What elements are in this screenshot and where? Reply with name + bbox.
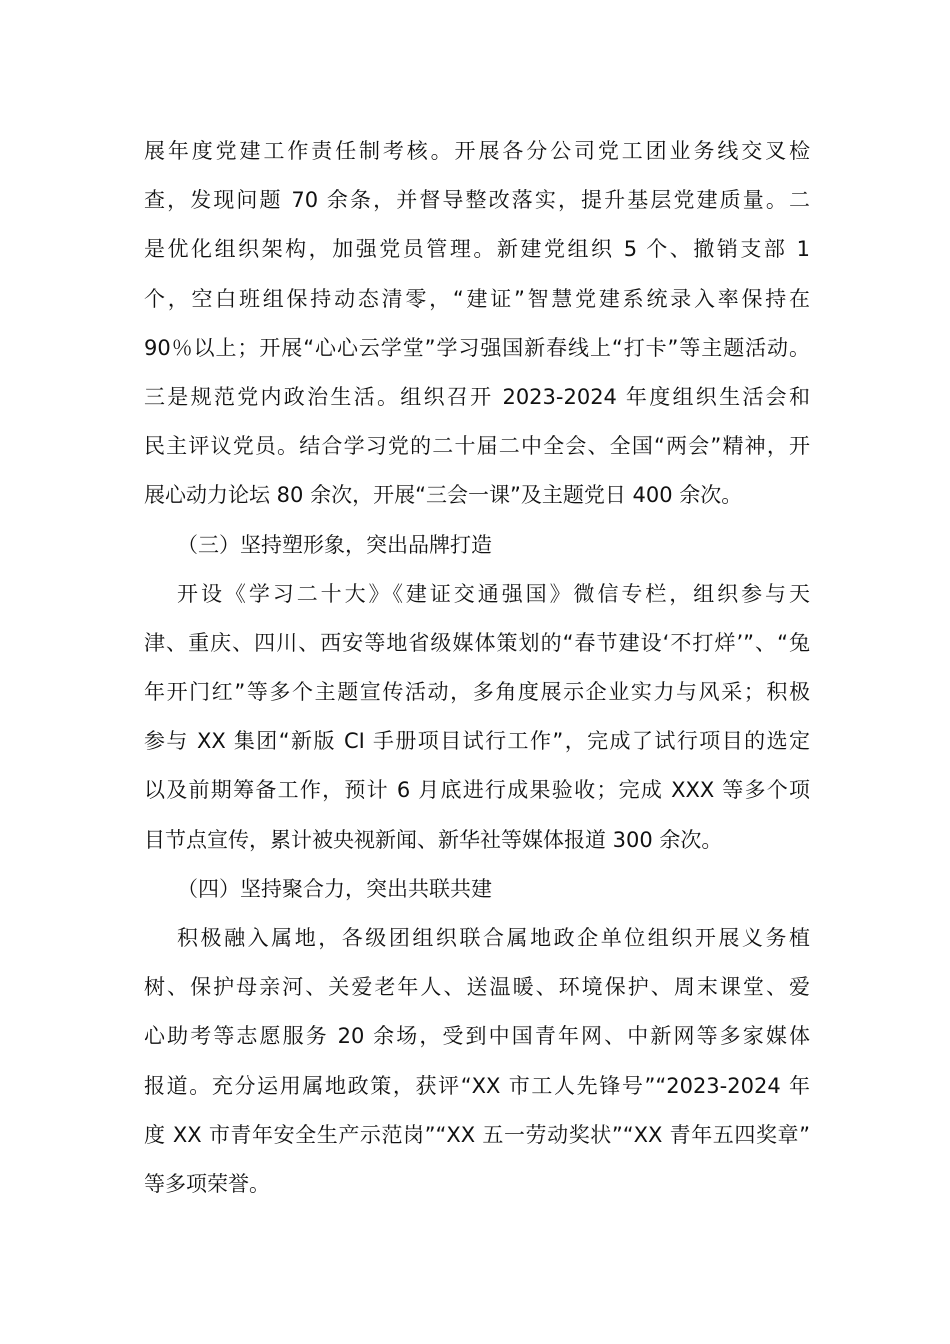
text-line: 目节点宣传，累计被央视新闻、新华社等媒体报道 300 余次。: [144, 827, 723, 852]
text-line: 开设《学习二十大》《建证交通强国》微信专栏，组织参与天: [177, 581, 810, 606]
text-line: 民主评议党员。结合学习党的二十届二中全会、全国“两会”精神，开: [144, 434, 810, 459]
text-line: 90％以上；开展“心心云学堂”学习强国新春线上“打卡”等主题活动。: [144, 335, 810, 360]
text-line: 等多项荣誉。: [144, 1171, 270, 1196]
text-line: 树、保护母亲河、关爱老年人、送温暖、环境保护、周末课堂、爱: [144, 975, 810, 1000]
text-line: 积极融入属地，各级团组织联合属地政企单位组织开展义务植: [177, 926, 810, 950]
section-heading-cohesion: （四）坚持聚合力，突出共联共建: [177, 876, 492, 901]
text-line: 心助考等志愿服务 20 余场，受到中国青年网、中新网等多家媒体: [144, 1024, 810, 1049]
text-line: 报道。充分运用属地政策，获评“XX 市工人先锋号”“2023-2024 年: [144, 1073, 810, 1098]
text-line: 津、重庆、四川、西安等地省级媒体策划的“春节建设‘不打烊’”、“兔: [144, 630, 810, 655]
paragraph-joint-building: [144, 914, 810, 1209]
text-line: 参与 XX 集团“新版 CI 手册项目试行工作”，完成了试行项目的选定: [144, 729, 810, 754]
text-line: 展心动力论坛 80 余次，开展“三会一课”及主题党日 400 余次。: [144, 483, 743, 508]
text-line: 个，空白班组保持动态清零，“建证”智慧党建系统录入率保持在: [144, 286, 810, 311]
text-line: 以及前期筹备工作，预计 6 月底进行成果验收；完成 XXX 等多个项: [144, 778, 810, 803]
text-line: 查，发现问题 70 余条，并督导整改落实，提升基层党建质量。二: [144, 188, 810, 213]
paragraph-party-building: [144, 127, 810, 521]
text-line: 度 XX 市青年安全生产示范岗”“XX 五一劳动奖状”“XX 青年五四奖章”: [144, 1122, 810, 1147]
text-line: 年开门红”等多个主题宣传活动，多角度展示企业实力与风采；积极: [144, 680, 810, 705]
text-line: 展年度党建工作责任制考核。开展各分公司党工团业务线交叉检: [144, 139, 810, 163]
section-heading-brand: （三）坚持塑形象，突出品牌打造: [177, 532, 492, 557]
paragraph-brand-building: [144, 570, 810, 865]
text-line: 三是规范党内政治生活。组织召开 2023-2024 年度组织生活会和: [144, 384, 810, 409]
text-line: 是优化组织架构，加强党员管理。新建党组织 5 个、撤销支部 1: [144, 237, 810, 262]
document-body: [144, 127, 810, 1209]
